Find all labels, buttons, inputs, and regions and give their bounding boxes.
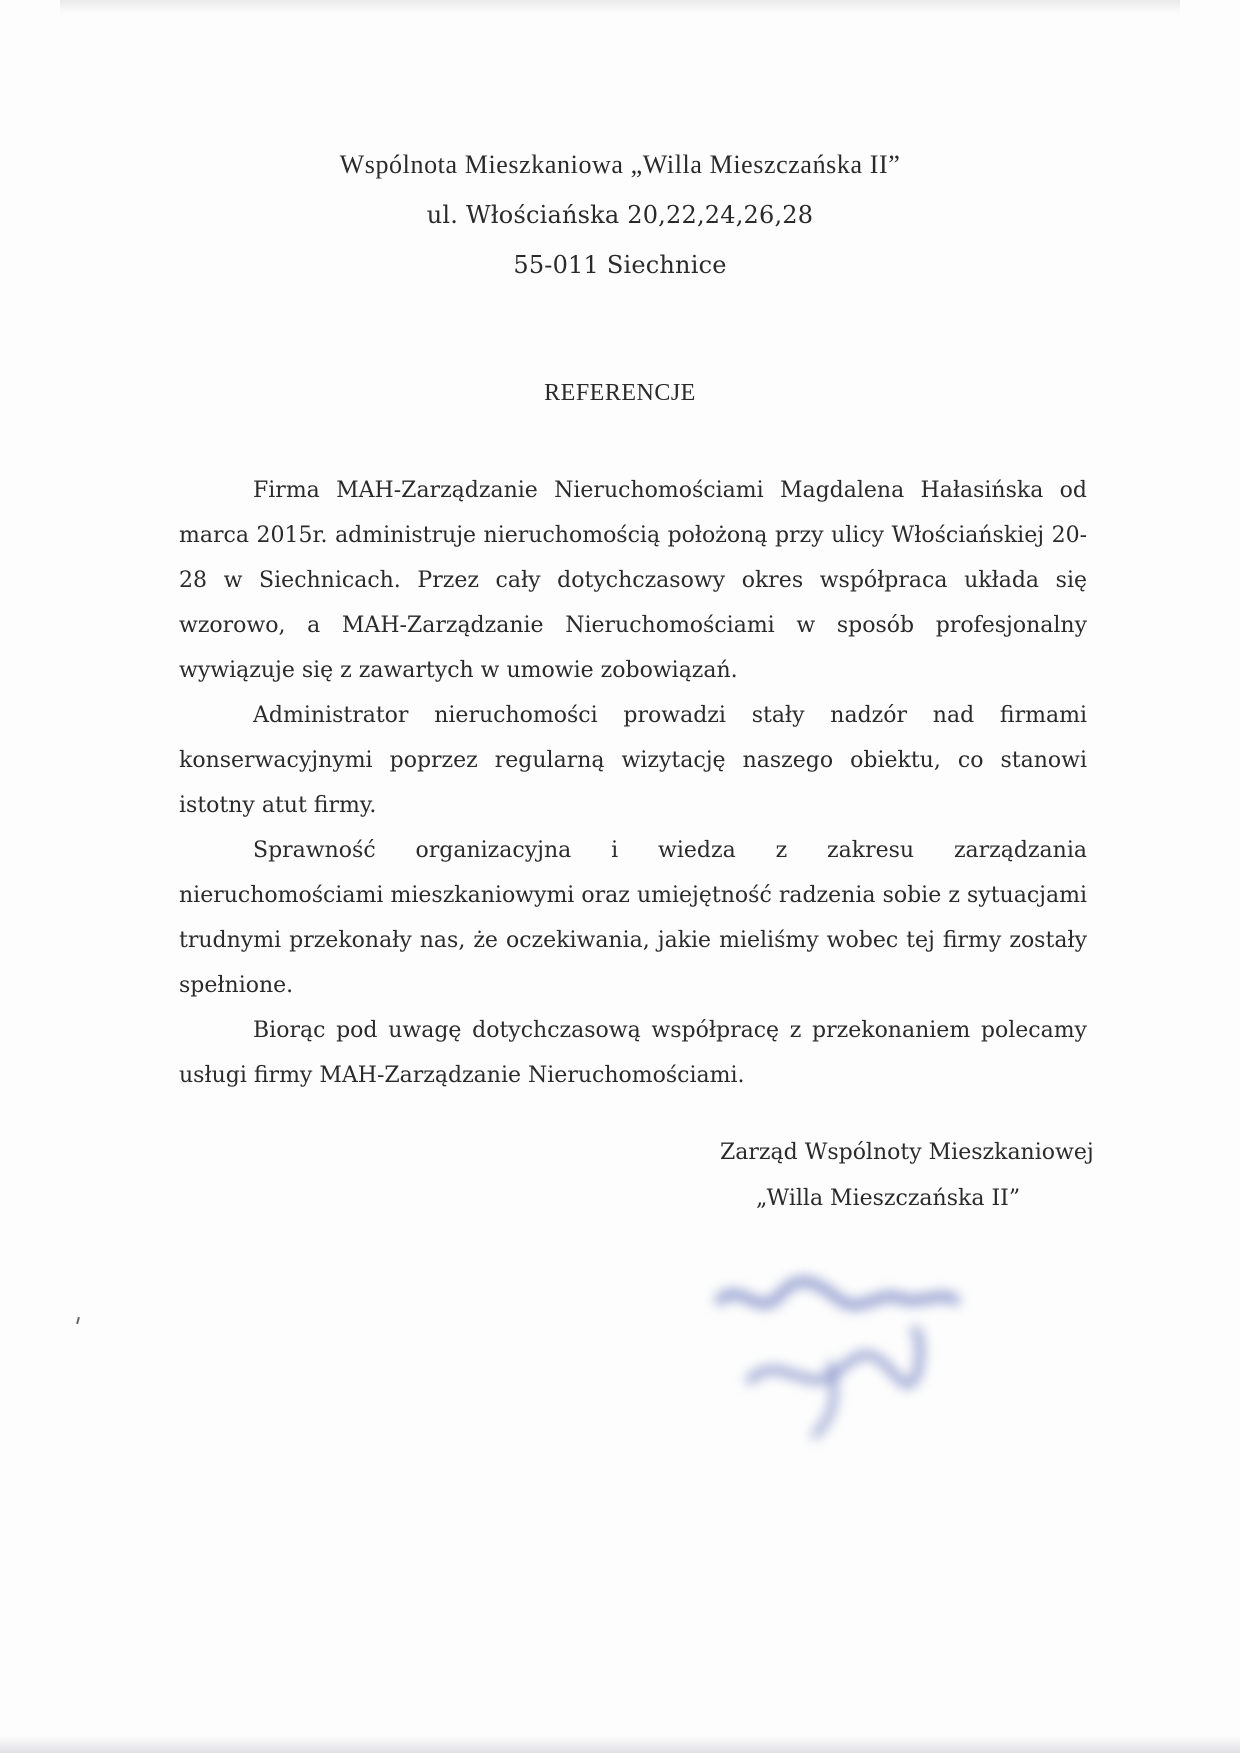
signatory-line-1: Zarząd Wspólnoty Mieszkaniowej bbox=[720, 1140, 1094, 1165]
paragraph-2: Administrator nieruchomości prowadzi stały nadzór nad firmami konserwacyjnymi poprzez regularną wizytację naszego obiektu, co stanowi istotny atut firmy. bbox=[179, 703, 1087, 818]
street-address: ul. Włościańska 20,22,24,26,28 bbox=[426, 201, 814, 229]
paragraph-3: Sprawność organizacyjna i wiedza z zakresu zarządzania nieruchomościami mieszkaniowymi oraz umiejętność radzenia sobie z sytuacjami trudnymi przekonały nas, że oczekiwania, jakie mieliśmy wobec tej firmy zostały spełnione. bbox=[179, 838, 1087, 998]
signatory-line-2: „Willa Mieszczańska II” bbox=[756, 1186, 1021, 1211]
document-title: REFERENCJE bbox=[544, 380, 696, 406]
handwritten-signature bbox=[710, 1270, 970, 1440]
postal-city: 55-011 Siechnice bbox=[513, 251, 727, 279]
paragraph-1: Firma MAH-Zarządzanie Nieruchomościami Magdalena Hałasińska od marca 2015r. administruje nieruchomością położoną przy ulicy Włościańskiej 20-28 w Siechnicach. Przez cały dotychczasowy okres współpraca układa się wzorowo, a MAH-Zarządzanie Nieruchomościami w sposób profesjonalny wywiązuje się z zawartych w umowie zobowiązań. bbox=[179, 478, 1087, 683]
paragraph-4: Biorąc pod uwagę dotychczasową współpracę z przekonaniem polecamy usługi firmy MAH-Zarządzanie Nieruchomościami. bbox=[179, 1018, 1087, 1088]
scan-edge-top bbox=[60, 0, 1180, 14]
scan-speck bbox=[76, 1317, 80, 1324]
community-name: Wspólnota Mieszkaniowa „Willa Mieszczańska II” bbox=[339, 150, 901, 179]
letterhead bbox=[0, 143, 1240, 287]
document-body bbox=[179, 468, 1087, 1098]
scan-edge-bottom bbox=[0, 1736, 1240, 1753]
signature-block bbox=[720, 1130, 1120, 1222]
